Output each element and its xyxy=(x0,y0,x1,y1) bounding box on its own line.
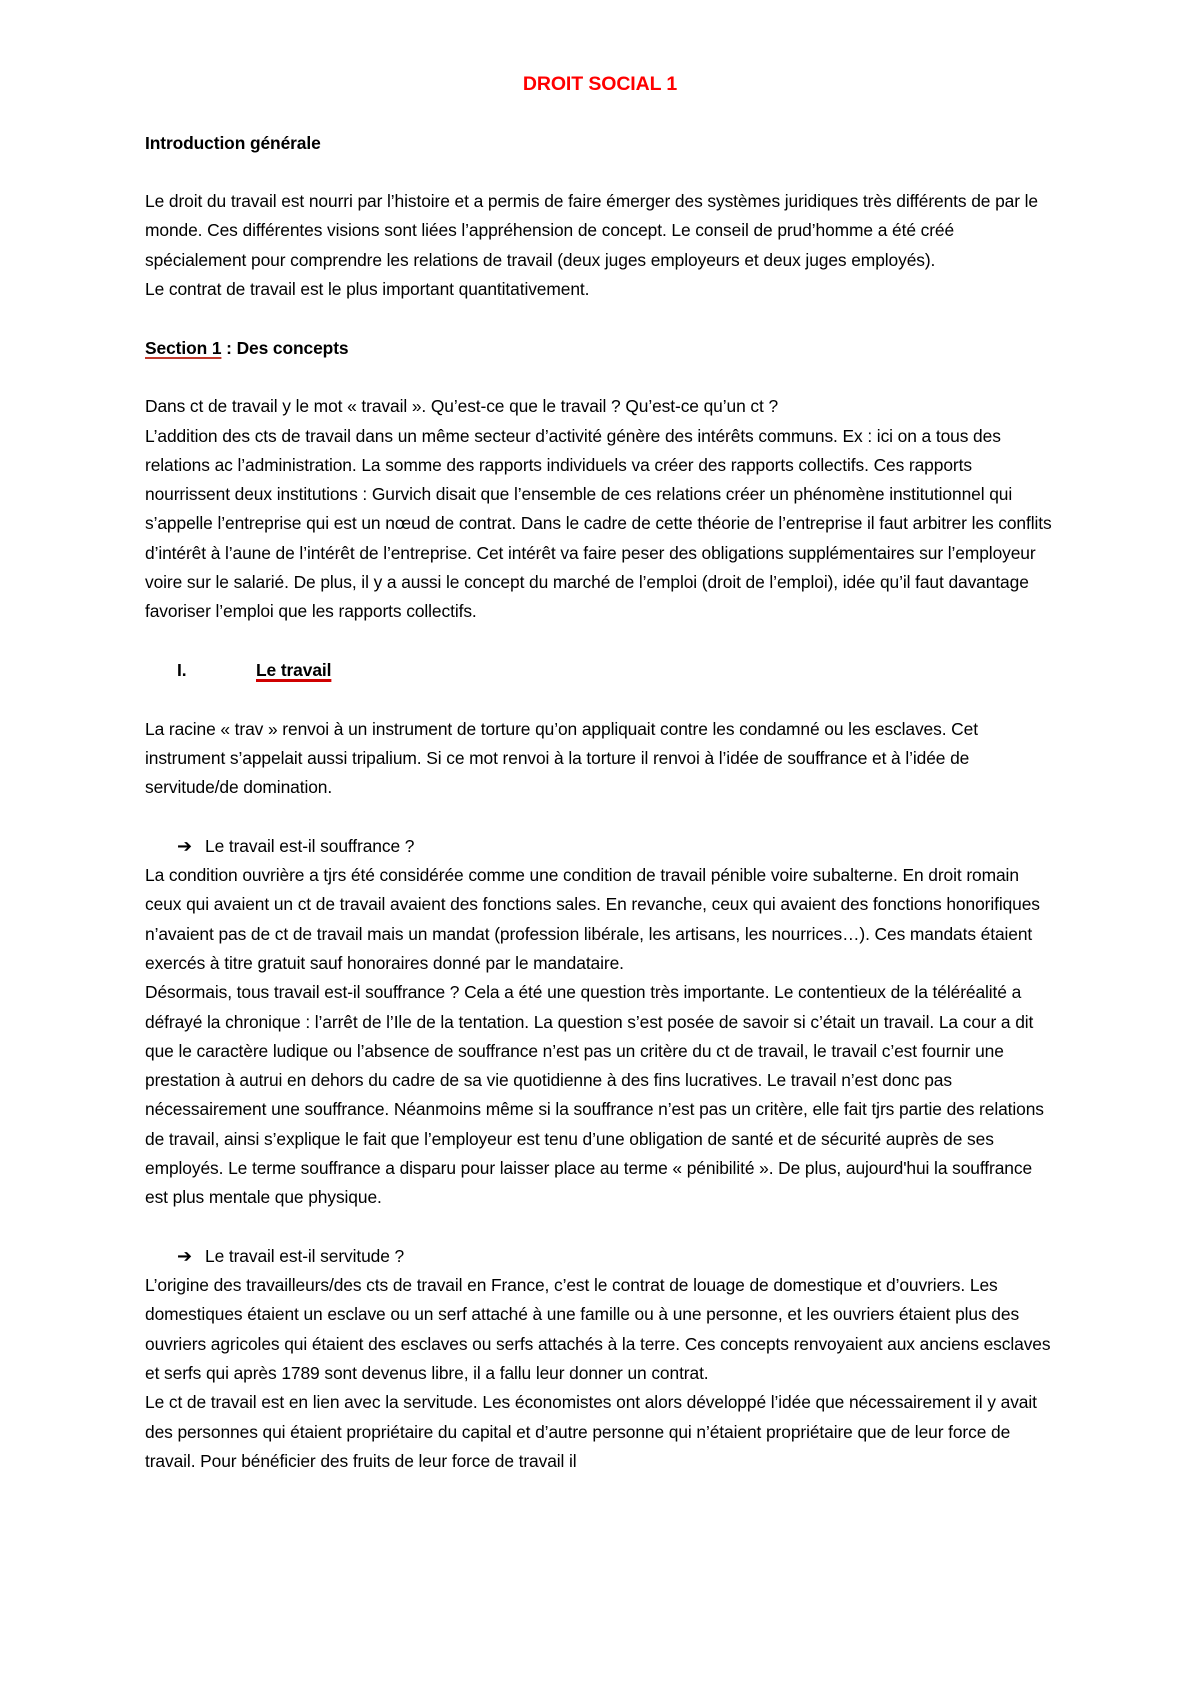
intro-paragraph-1: Le droit du travail est nourri par l’histoire et a permis de faire émerger des systèmes juridiques très différents de par le monde. Ces différentes visions sont liées l’appréhension de concept. Le conseil de prud’homme a été créé spécialement pour comprendre les relations de travail (deux juges employeurs et deux juges employés). xyxy=(145,191,1038,270)
arrow-item-souffrance xyxy=(145,832,1055,861)
intro-heading: Introduction générale xyxy=(145,132,321,153)
servitude-paragraph-2: Le ct de travail est en lien avec la servitude. Les économistes ont alors développé l’idée que nécessairement il y avait des personnes qui étaient propriétaire du capital et d’autre personne qui n’étaient propriétaire que de leur force de travail. Pour bénéficier des fruits de leur force de travail il xyxy=(145,1392,1037,1471)
intro-paragraph-2: Le contrat de travail est le plus important quantitativement. xyxy=(145,279,590,300)
document-body xyxy=(145,70,1055,1476)
section-heading xyxy=(145,334,1055,363)
heading-1-number: I. xyxy=(177,659,187,680)
heading-1-title: Le travail xyxy=(256,659,332,680)
souffrance-paragraph-2: Désormais, tous travail est-il souffrance ? Cela a été une question très importante. Le contentieux de la téléréalité a défrayé la chronique : l’arrêt de l’Ile de la tentation. La question s’est posée de savoir si c’était un travail. La cour a dit que le caractère ludique ou l’absence de souffrance n’est pas un critère du ct de travail, le travail c’est fournir une prestation à autrui en dehors du cadre de sa vie quotidienne à des fins lucratives. Le travail n’est donc pas nécessairement une souffrance. Néanmoins même si la souffrance n’est pas un critère, elle fait tjrs partie des relations de travail, ainsi s’explique le fait que l’employeur est tenu d’une obligation de santé et de sécurité auprès de ses employés. Le terme souffrance a disparu pour laisser place au terme « pénibilité ». De plus, aujourd'hui la souffrance est plus mentale que physique. xyxy=(145,982,1044,1208)
section-label: Section 1 xyxy=(145,337,222,358)
section-title: : Des concepts xyxy=(221,337,349,358)
arrow-right-icon: ➔ xyxy=(177,1245,192,1266)
arrow-right-icon: ➔ xyxy=(177,835,192,856)
document-title: DROIT SOCIAL 1 xyxy=(522,73,678,95)
souffrance-paragraph-1: La condition ouvrière a tjrs été considérée comme une condition de travail pénible voire subalterne. En droit romain ceux qui avaient un ct de travail avaient des fonctions sales. En revanche, ceux qui avaient des fonctions honorifiques n’avaient pas de ct de travail mais un mandat (profession libérale, les artisans, les nourrices…). Ces mandats étaient exercés à titre gratuit sauf honoraires donné par le mandataire. xyxy=(145,865,1040,973)
servitude-paragraph-1: L’origine des travailleurs/des cts de travail en France, c’est le contrat de louage de domestique et d’ouvriers. Les domestiques étaient un esclave ou un serf attaché à une famille ou à une personne, et les ouvriers étaient plus des ouvriers agricoles qui étaient des esclaves ou serfs attachés à la terre. Ces concepts renvoyaient aux anciens esclaves et serfs qui après 1789 sont devenus libre, il a fallu leur donner un contrat. xyxy=(145,1275,1051,1384)
section-paragraph-2: L’addition des cts de travail dans un même secteur d’activité génère des intérêts communs. Ex : ici on a tous des relations ac l’administration. La somme des rapports individuels va créer des rapports collectifs. Ces rapports nourrissent deux institutions : Gurvich disait que l’ensemble de ces relations créer un phénomène institutionnel qui s’appelle l’entreprise qui est un nœud de contrat. Dans le cadre de cette théorie de l’entreprise il faut arbitrer les conflits d’intérêt à l’aune de l’intérêt de l’entreprise. Cet intérêt va faire peser des obligations supplémentaires sur l’employeur voire sur le salarié. De plus, il y a aussi le concept du marché de l’emploi (droit de l’emploi), idée qu’il faut davantage favoriser l’emploi que les rapports collectifs. xyxy=(145,425,1052,622)
heading-1 xyxy=(145,656,1055,685)
section-paragraph-1: Dans ct de travail y le mot « travail ». Qu’est-ce que le travail ? Qu’est-ce qu’un ct ? xyxy=(145,396,779,417)
arrow-item-servitude-text: Le travail est-il servitude ? xyxy=(205,1245,405,1266)
arrow-item-souffrance-text: Le travail est-il souffrance ? xyxy=(205,835,415,856)
travail-paragraph: La racine « trav » renvoi à un instrument de torture qu’on appliquait contre les condamné ou les esclaves. Cet instrument s’appelait aussi tripalium. Si ce mot renvoi à la torture il renvoi à l’idée de souffrance et à l’idée de servitude/de domination. xyxy=(145,718,978,798)
arrow-item-servitude xyxy=(145,1242,1055,1271)
